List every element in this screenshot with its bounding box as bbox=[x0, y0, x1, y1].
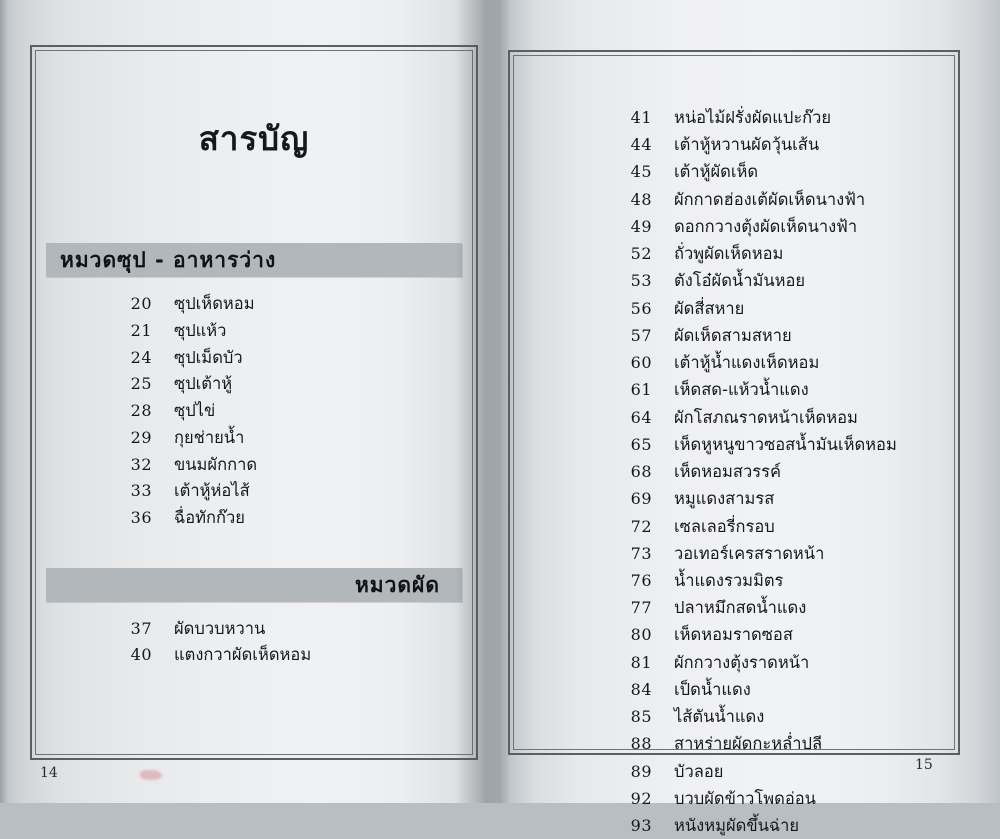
list-item[interactable] bbox=[106, 425, 462, 452]
list-item[interactable] bbox=[606, 513, 944, 540]
list-item[interactable] bbox=[606, 431, 944, 458]
list-item[interactable] bbox=[606, 649, 944, 676]
entry-title: ผัดสี่สหาย bbox=[674, 298, 745, 318]
entry-page-number: 73 bbox=[630, 543, 652, 563]
entry-title: เต้าหู้ผัดเห็ด bbox=[674, 162, 759, 182]
entry-page-number: 89 bbox=[630, 761, 652, 781]
list-item[interactable] bbox=[606, 349, 944, 376]
entry-title: เต้าหู้ห่อไส้ bbox=[174, 481, 250, 501]
list-item[interactable] bbox=[606, 267, 944, 294]
entry-title: เห็ดสด-แห้วน้ำแดง bbox=[674, 380, 809, 400]
entry-title: ผักกาดฮ่องเต้ผัดเห็ดนางฟ้า bbox=[674, 189, 866, 209]
left-page bbox=[30, 45, 478, 760]
entry-page-number: 52 bbox=[630, 244, 652, 264]
entry-title: ขนมผักกาด bbox=[174, 454, 258, 474]
list-item[interactable] bbox=[606, 812, 944, 839]
entry-page-number: 76 bbox=[630, 570, 652, 590]
entry-title: ตังโอ๋ผัดน้ำมันหอย bbox=[674, 271, 806, 291]
entry-page-number: 65 bbox=[630, 434, 652, 454]
entry-title: ไส้ตันน้ำแดง bbox=[674, 707, 765, 727]
entry-page-number: 53 bbox=[630, 271, 652, 291]
entry-page-number: 85 bbox=[630, 707, 652, 727]
entry-page-number: 84 bbox=[630, 679, 652, 699]
list-item[interactable] bbox=[606, 131, 944, 158]
entry-page-number: 20 bbox=[130, 294, 152, 314]
entry-page-number: 60 bbox=[630, 353, 652, 373]
entry-page-number: 77 bbox=[630, 598, 652, 618]
list-item[interactable] bbox=[106, 452, 462, 479]
list-item[interactable] bbox=[606, 295, 944, 322]
entry-title: หน่อไม้ฝรั่งผัดแปะก๊วย bbox=[674, 108, 832, 127]
entry-title: เต้าหู้หวานผัดวุ้นเส้น bbox=[674, 135, 820, 155]
entry-page-number: 48 bbox=[630, 189, 652, 209]
entry-page-number: 49 bbox=[630, 216, 652, 236]
toc-list-soup bbox=[46, 291, 462, 531]
folio-left: 14 bbox=[40, 765, 58, 781]
list-item[interactable] bbox=[606, 758, 944, 785]
entry-page-number: 21 bbox=[130, 321, 152, 341]
entry-title: ผัดบวบหวาน bbox=[174, 618, 266, 638]
entry-page-number: 81 bbox=[630, 652, 652, 672]
entry-title: ซุปไข่ bbox=[174, 401, 216, 421]
entry-title: เห็ดหอมสวรรค์ bbox=[674, 462, 781, 482]
section-heading-stirfry: หมวดผัด bbox=[46, 568, 462, 602]
entry-title: ซุปเห็ดหอม bbox=[174, 294, 255, 314]
list-item[interactable] bbox=[606, 376, 944, 403]
entry-page-number: 44 bbox=[630, 135, 652, 155]
entry-page-number: 37 bbox=[130, 618, 152, 638]
list-item[interactable] bbox=[606, 485, 944, 512]
entry-title: หนังหมูผัดขึ้นฉ่าย bbox=[674, 816, 800, 836]
list-item[interactable] bbox=[606, 594, 944, 621]
entry-page-number: 64 bbox=[630, 407, 652, 427]
list-item[interactable] bbox=[606, 186, 944, 213]
entry-title: เป็ดน้ำแดง bbox=[674, 679, 751, 699]
entry-title: สาหร่ายผัดกะหล่ำปลี bbox=[674, 734, 823, 754]
entry-page-number: 61 bbox=[630, 380, 652, 400]
entry-page-number: 56 bbox=[630, 298, 652, 318]
entry-title: ปลาหมึกสดน้ำแดง bbox=[674, 598, 807, 618]
list-item[interactable] bbox=[106, 642, 462, 669]
folio-right: 15 bbox=[915, 757, 933, 773]
list-item[interactable] bbox=[606, 240, 944, 267]
entry-page-number: 88 bbox=[630, 734, 652, 754]
list-item[interactable] bbox=[606, 540, 944, 567]
list-item[interactable] bbox=[606, 158, 944, 185]
list-item[interactable] bbox=[106, 371, 462, 398]
entry-title: น้ำแดงรวมมิตร bbox=[674, 570, 784, 590]
list-item[interactable] bbox=[606, 785, 944, 812]
entry-page-number: 68 bbox=[630, 462, 652, 482]
entry-page-number: 92 bbox=[630, 788, 652, 808]
list-item[interactable] bbox=[606, 730, 944, 757]
list-item[interactable] bbox=[606, 567, 944, 594]
section-heading-soup: หมวดซุป - อาหารว่าง bbox=[46, 243, 462, 277]
list-item[interactable] bbox=[106, 505, 462, 532]
entry-title: ผัดเห็ดสามสหาย bbox=[674, 325, 792, 345]
list-item[interactable] bbox=[606, 322, 944, 349]
left-page-content bbox=[46, 61, 462, 744]
list-item[interactable] bbox=[606, 703, 944, 730]
list-item[interactable] bbox=[606, 404, 944, 431]
list-item[interactable] bbox=[106, 478, 462, 505]
entry-page-number: 93 bbox=[630, 816, 652, 836]
entry-title: วอเทอร์เครสราดหน้า bbox=[674, 543, 825, 563]
entry-page-number: 57 bbox=[630, 325, 652, 345]
list-item[interactable] bbox=[106, 616, 462, 643]
entry-title: ดอกกวางตุ้งผัดเห็ดนางฟ้า bbox=[674, 216, 858, 236]
entry-page-number: 33 bbox=[130, 481, 152, 501]
toc-list-continued bbox=[524, 104, 944, 839]
entry-title: ผักกวางตุ้งราดหน้า bbox=[674, 652, 810, 672]
page-title: สารบัญ bbox=[198, 119, 310, 158]
list-item[interactable] bbox=[106, 398, 462, 425]
toc-list-stirfry bbox=[46, 616, 462, 669]
entry-title: กุยช่ายน้ำ bbox=[174, 427, 245, 447]
entry-title: ฉื่อทักก๊วย bbox=[174, 508, 245, 528]
entry-page-number: 40 bbox=[130, 645, 152, 665]
list-item[interactable] bbox=[606, 104, 944, 131]
list-item[interactable] bbox=[606, 213, 944, 240]
entry-page-number: 32 bbox=[130, 454, 152, 474]
entry-title: ผักโสภณราดหน้าเห็ดหอม bbox=[674, 407, 858, 427]
list-item[interactable] bbox=[606, 676, 944, 703]
entry-page-number: 80 bbox=[630, 625, 652, 645]
list-item[interactable] bbox=[606, 458, 944, 485]
entry-title: ถั่วพูผัดเห็ดหอม bbox=[674, 244, 784, 264]
entry-page-number: 25 bbox=[130, 374, 152, 394]
entry-title: ซุปเต้าหู้ bbox=[174, 374, 233, 394]
entry-page-number: 28 bbox=[130, 401, 152, 421]
entry-page-number: 45 bbox=[630, 162, 652, 182]
entry-title: เห็ดหอมราดซอส bbox=[674, 625, 793, 645]
list-item[interactable] bbox=[606, 621, 944, 648]
entry-page-number: 29 bbox=[130, 427, 152, 447]
entry-title: ซุปเม็ดบัว bbox=[174, 347, 243, 367]
entry-page-number: 41 bbox=[630, 108, 652, 127]
entry-title: ซุปแห้ว bbox=[174, 321, 227, 341]
entry-title: บัวลอย bbox=[674, 761, 724, 781]
entry-page-number: 69 bbox=[630, 489, 652, 509]
entry-title: บวบผัดข้าวโพดอ่อน bbox=[674, 788, 816, 808]
entry-title: เห็ดหูหนูขาวซอสน้ำมันเห็ดหอม bbox=[674, 434, 897, 454]
page-smudge-mark bbox=[140, 770, 162, 780]
entry-title: เซลเลอรี่กรอบ bbox=[674, 516, 775, 536]
entry-title: แตงกวาผัดเห็ดหอม bbox=[174, 645, 312, 665]
list-item[interactable] bbox=[106, 345, 462, 372]
entry-title: หมูแดงสามรส bbox=[674, 489, 775, 509]
entry-page-number: 24 bbox=[130, 347, 152, 367]
entry-page-number: 36 bbox=[130, 508, 152, 528]
entry-page-number: 72 bbox=[630, 516, 652, 536]
entry-title: เต้าหู้น้ำแดงเห็ดหอม bbox=[674, 353, 820, 373]
list-item[interactable] bbox=[106, 318, 462, 345]
list-item[interactable] bbox=[106, 291, 462, 318]
